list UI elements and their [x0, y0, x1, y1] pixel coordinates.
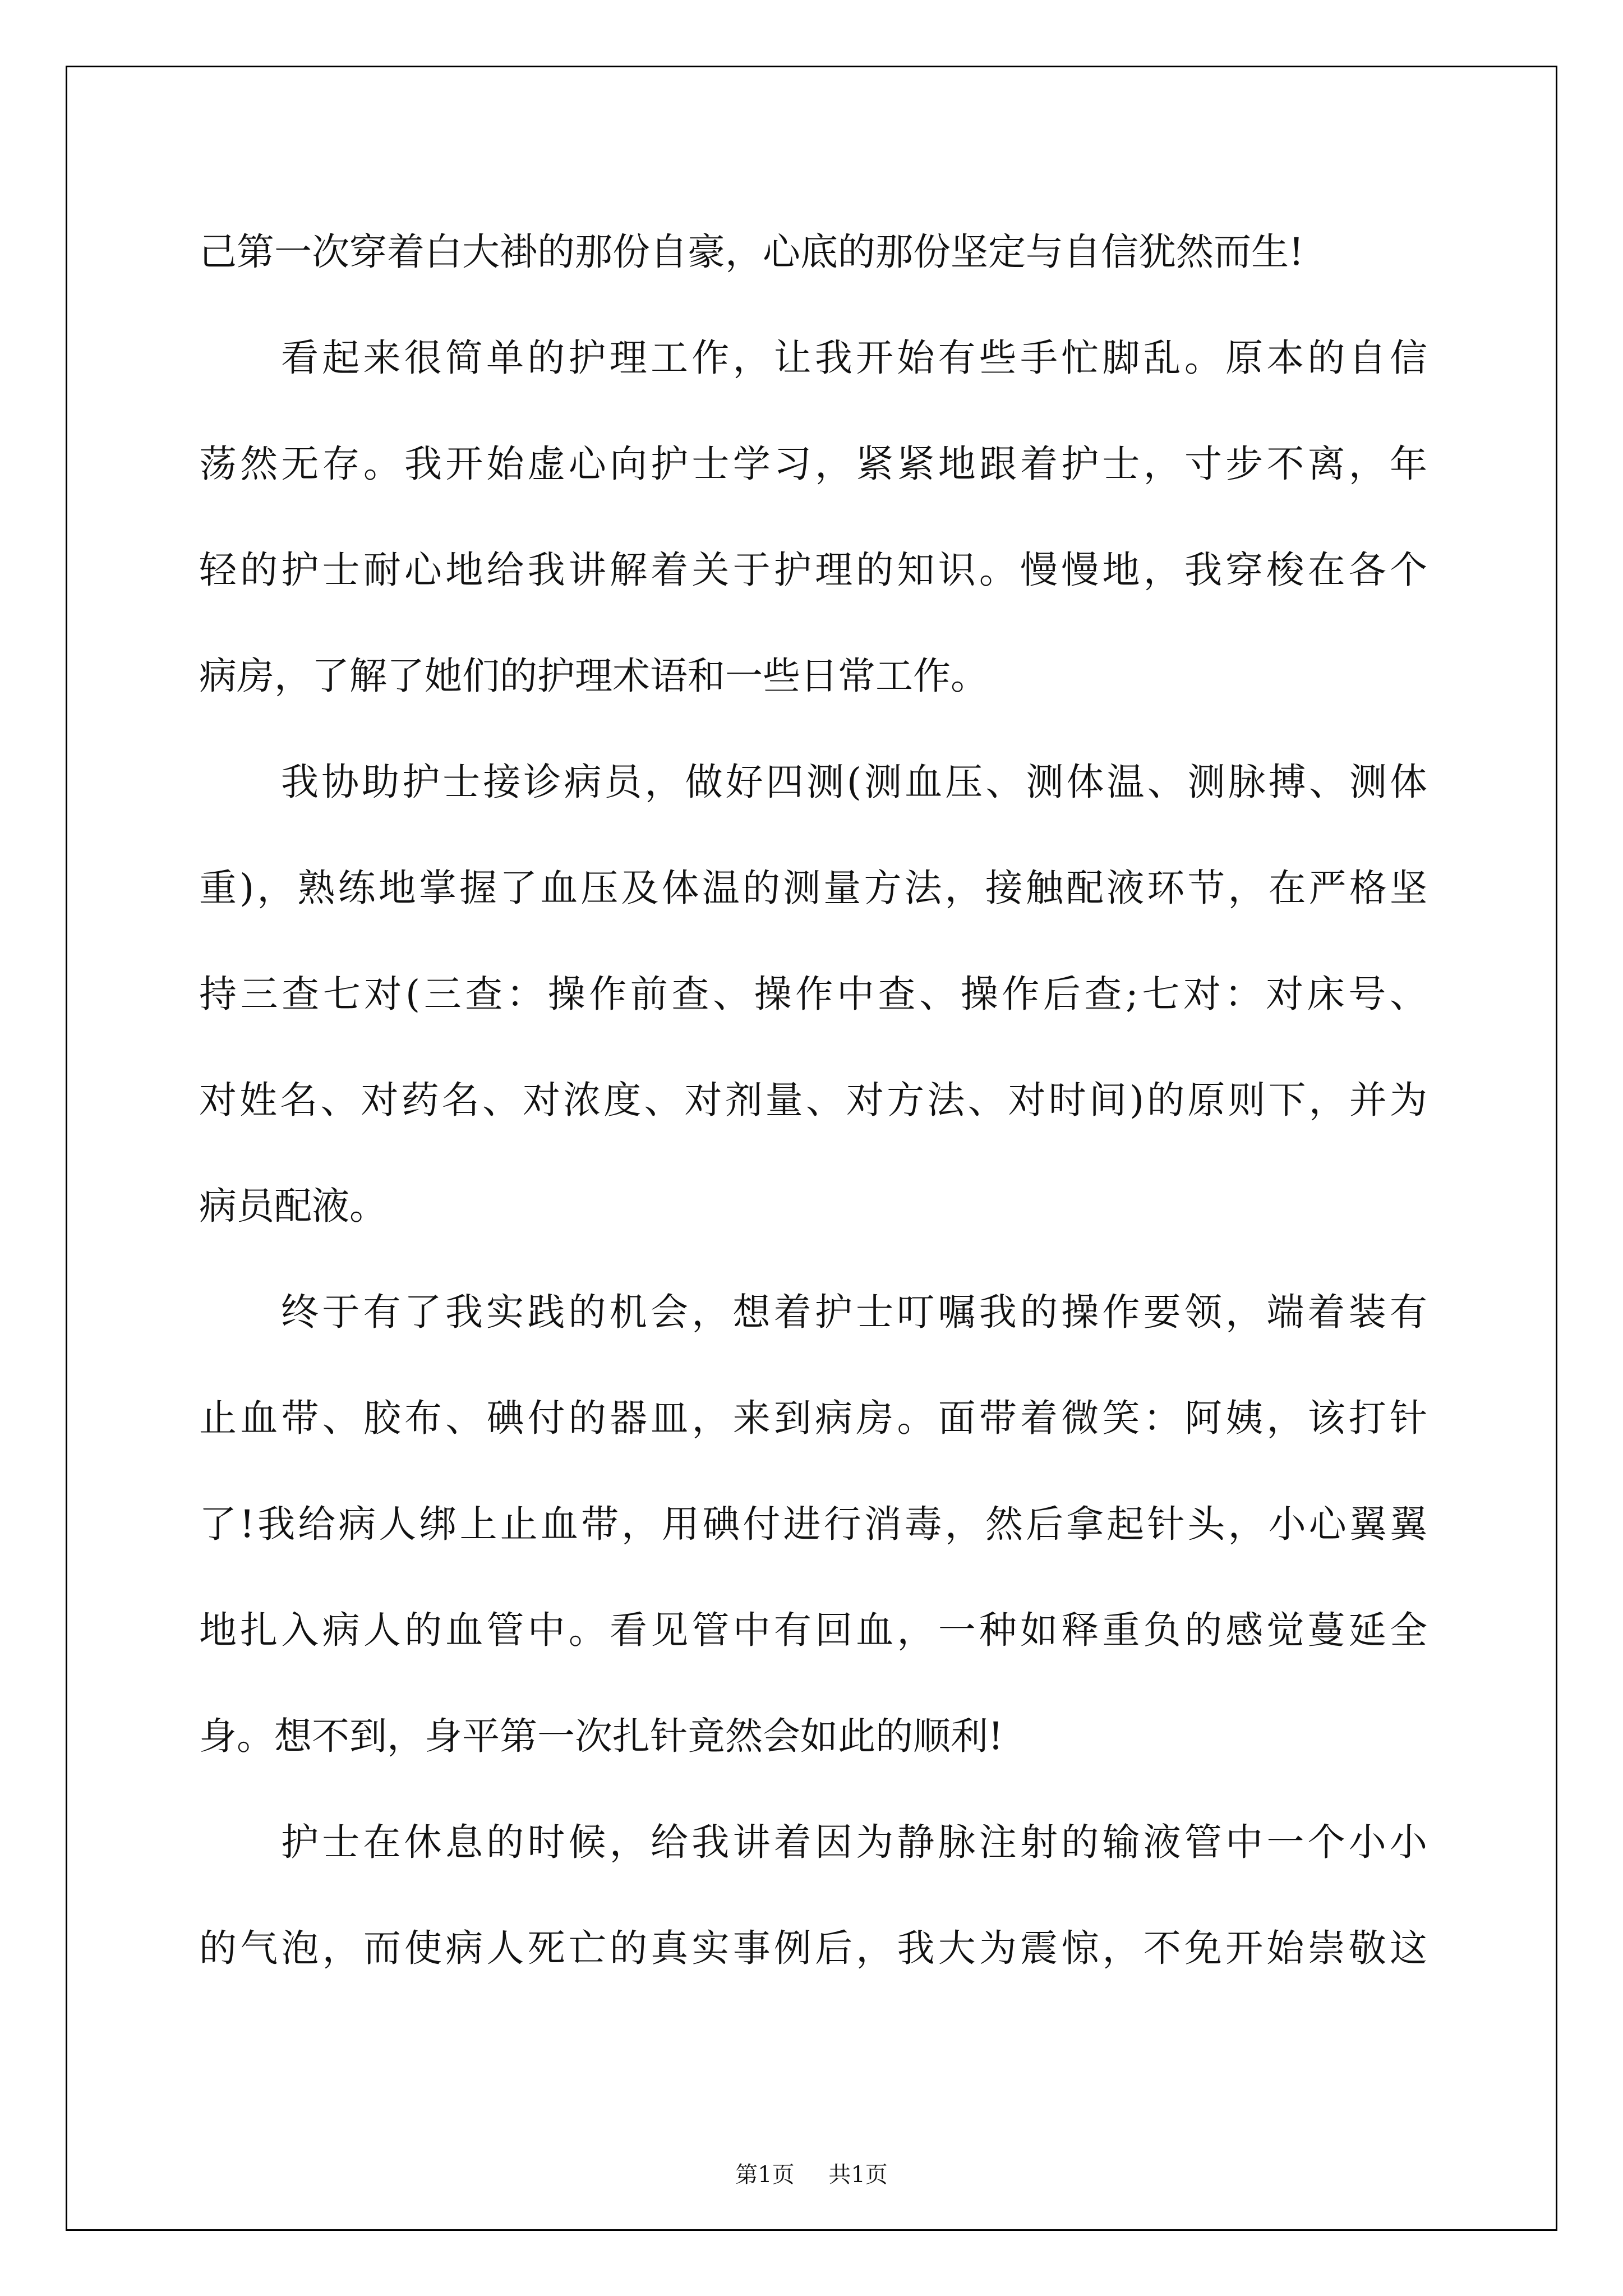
page-total: 共1页	[828, 2162, 888, 2188]
text-line: 了!我给病人绑上止血带，用碘付进行消毒，然后拿起针头，小心翼翼	[199, 1502, 1427, 1546]
text-line: 止血带、胶布、碘付的器皿，来到病房。面带着微笑：阿姨，该打针	[199, 1396, 1427, 1440]
text-line: 荡然无存。我开始虚心向护士学习，紧紧地跟着护士，寸步不离，年	[199, 442, 1427, 486]
text-line: 护士在休息的时候，给我讲着因为静脉注射的输液管中一个小小	[281, 1820, 1427, 1864]
text-line: 看起来很简单的护理工作，让我开始有些手忙脚乱。原本的自信	[281, 336, 1427, 380]
page-footer	[0, 2157, 1623, 2189]
text-line: 我协助护士接诊病员，做好四测(测血压、测体温、测脉搏、测体	[281, 760, 1427, 804]
page-number: 第1页	[735, 2162, 795, 2188]
text-line: 终于有了我实践的机会，想着护士叮嘱我的操作要领，端着装有	[281, 1290, 1427, 1334]
document-body	[199, 199, 1427, 2001]
text-line: 的气泡，而使病人死亡的真实事例后，我大为震惊，不免开始崇敬这	[199, 1926, 1427, 1970]
paragraph	[199, 1789, 1427, 2001]
text-line: 地扎入病人的血管中。看见管中有回血，一种如释重负的感觉蔓延全	[199, 1608, 1427, 1652]
text-line: 病员配液。	[199, 1184, 387, 1228]
text-line: 身。想不到，身平第一次扎针竟然会如此的顺利!	[199, 1714, 1003, 1758]
text-line: 持三查七对(三查：操作前查、操作中查、操作后查;七对：对床号、	[199, 972, 1427, 1016]
text-line: 轻的护士耐心地给我讲解着关于护理的知识。慢慢地，我穿梭在各个	[199, 548, 1427, 592]
text-line: 病房，了解了她们的护理术语和一些日常工作。	[199, 654, 988, 698]
paragraph	[199, 305, 1427, 729]
text-line: 重)，熟练地掌握了血压及体温的测量方法，接触配液环节，在严格坚	[199, 866, 1427, 910]
text-line: 对姓名、对药名、对浓度、对剂量、对方法、对时间)的原则下，并为	[199, 1078, 1427, 1122]
paragraph	[199, 1259, 1427, 1789]
paragraph	[199, 199, 1427, 305]
text-line: 己第一次穿着白大褂的那份自豪，心底的那份坚定与自信犹然而生!	[199, 230, 1304, 274]
paragraph	[199, 729, 1427, 1259]
